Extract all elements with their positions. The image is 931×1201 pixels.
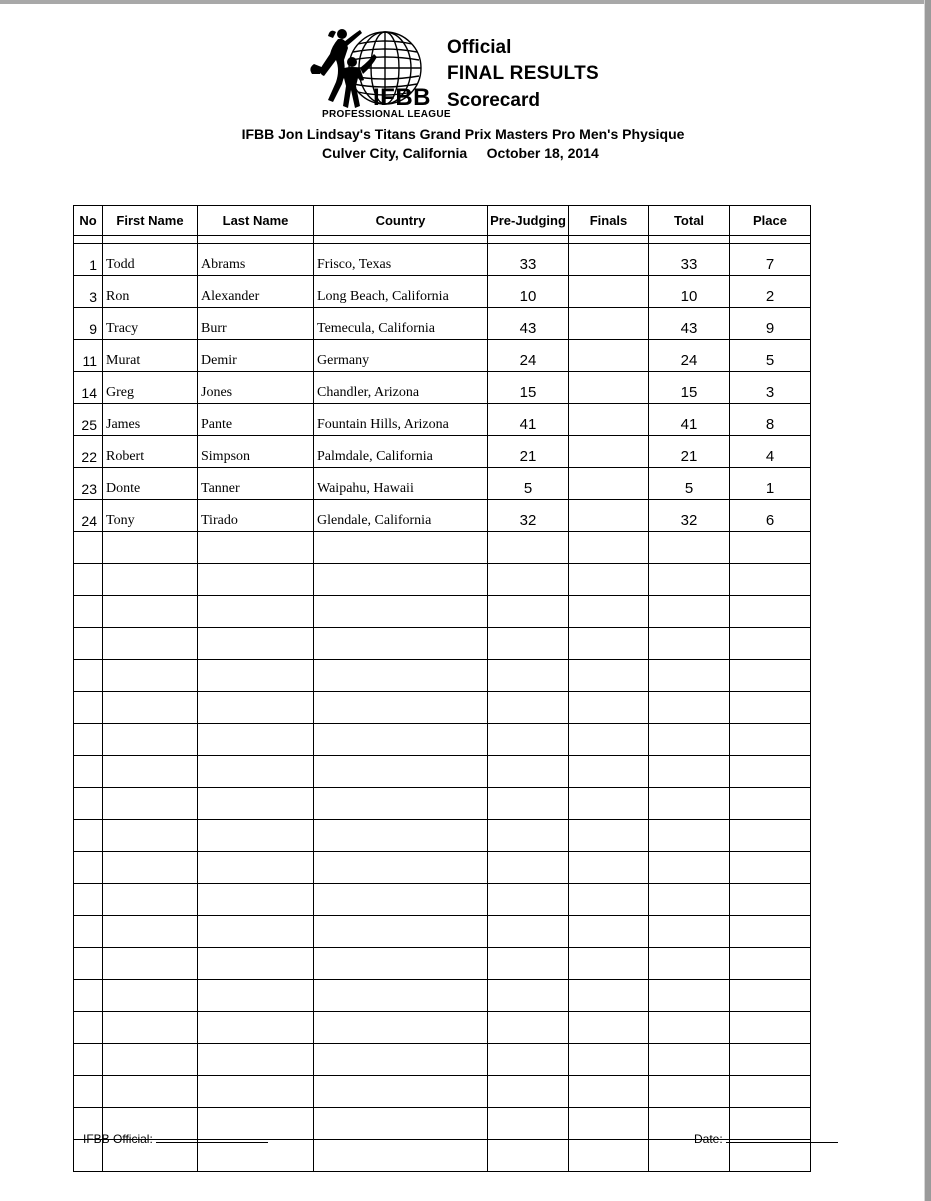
cell-total: 33 <box>649 244 730 276</box>
cell-pre-judging-empty <box>488 660 569 692</box>
cell-place-empty <box>730 596 811 628</box>
cell-pre-judging-empty <box>488 596 569 628</box>
cell-finals <box>569 308 649 340</box>
empty-table-row <box>74 660 811 692</box>
cell-country-empty <box>314 532 488 564</box>
empty-table-row <box>74 820 811 852</box>
footer-date <box>694 1131 838 1146</box>
cell-country: Temecula, California <box>314 308 488 340</box>
empty-table-row <box>74 724 811 756</box>
cell-finals <box>569 340 649 372</box>
date-label: Date: <box>694 1132 723 1146</box>
cell-finals-empty <box>569 692 649 724</box>
table-row <box>74 500 811 532</box>
cell-finals <box>569 276 649 308</box>
cell-place-empty <box>730 788 811 820</box>
empty-table-row <box>74 948 811 980</box>
cell-no: 14 <box>74 372 103 404</box>
cell-place: 3 <box>730 372 811 404</box>
cell-first-name-empty <box>103 980 198 1012</box>
cell-total-empty <box>649 820 730 852</box>
cell-country-empty <box>314 724 488 756</box>
cell-finals-empty <box>569 1076 649 1108</box>
footer-official <box>83 1131 268 1146</box>
cell-country: Germany <box>314 340 488 372</box>
cell-pre-judging-empty <box>488 788 569 820</box>
cell-last-name: Pante <box>198 404 314 436</box>
cell-no: 23 <box>74 468 103 500</box>
cell-pre-judging: 15 <box>488 372 569 404</box>
title-official: Official <box>447 37 512 58</box>
cell-no-empty <box>74 532 103 564</box>
cell-total-empty <box>649 660 730 692</box>
cell-country: Waipahu, Hawaii <box>314 468 488 500</box>
cell-place: 2 <box>730 276 811 308</box>
col-header-country: Country <box>314 206 488 236</box>
cell-pre-judging-empty <box>488 628 569 660</box>
cell-last-name-empty <box>198 1044 314 1076</box>
empty-table-row <box>74 564 811 596</box>
cell-no-empty <box>74 852 103 884</box>
cell-last-name-empty <box>198 692 314 724</box>
cell-no: 24 <box>74 500 103 532</box>
official-signature-line <box>156 1131 268 1143</box>
cell-country-empty <box>314 788 488 820</box>
col-header-no: No <box>74 206 103 236</box>
event-title: IFBB Jon Lindsay's Titans Grand Prix Masters Pro Men's Physique <box>241 126 685 142</box>
cell-place-empty <box>730 692 811 724</box>
cell-total: 24 <box>649 340 730 372</box>
col-header-last-name: Last Name <box>198 206 314 236</box>
cell-last-name-empty <box>198 884 314 916</box>
cell-pre-judging-empty <box>488 980 569 1012</box>
col-header-total: Total <box>649 206 730 236</box>
cell-no: 25 <box>74 404 103 436</box>
cell-last-name-empty <box>198 1076 314 1108</box>
cell-first-name-empty <box>103 820 198 852</box>
cell-country-empty <box>314 1108 488 1140</box>
cell-pre-judging: 32 <box>488 500 569 532</box>
col-header-first-name: First Name <box>103 206 198 236</box>
cell-pre-judging: 33 <box>488 244 569 276</box>
cell-place-empty <box>730 1044 811 1076</box>
cell-pre-judging: 21 <box>488 436 569 468</box>
table-row <box>74 308 811 340</box>
cell-finals <box>569 404 649 436</box>
cell-finals-empty <box>569 916 649 948</box>
cell-place-empty <box>730 884 811 916</box>
cell-country: Long Beach, California <box>314 276 488 308</box>
cell-first-name: Tracy <box>103 308 198 340</box>
cell-last-name-empty <box>198 788 314 820</box>
cell-country-empty <box>314 660 488 692</box>
cell-pre-judging-empty <box>488 948 569 980</box>
cell-last-name-empty <box>198 628 314 660</box>
cell-total-empty <box>649 916 730 948</box>
cell-pre-judging: 43 <box>488 308 569 340</box>
cell-first-name: Ron <box>103 276 198 308</box>
cell-place-empty <box>730 1076 811 1108</box>
cell-no-empty <box>74 1076 103 1108</box>
cell-no: 1 <box>74 244 103 276</box>
cell-finals-empty <box>569 948 649 980</box>
empty-table-row <box>74 852 811 884</box>
cell-finals-empty <box>569 564 649 596</box>
cell-country-empty <box>314 1076 488 1108</box>
cell-total-empty <box>649 1076 730 1108</box>
cell-last-name-empty <box>198 820 314 852</box>
cell-country-empty <box>314 916 488 948</box>
cell-place: 7 <box>730 244 811 276</box>
cell-last-name: Alexander <box>198 276 314 308</box>
cell-first-name: Tony <box>103 500 198 532</box>
cell-pre-judging-empty <box>488 852 569 884</box>
table-row <box>74 436 811 468</box>
cell-total: 32 <box>649 500 730 532</box>
cell-first-name-empty <box>103 756 198 788</box>
cell-place-empty <box>730 564 811 596</box>
cell-no-empty <box>74 916 103 948</box>
cell-first-name-empty <box>103 596 198 628</box>
cell-pre-judging-empty <box>488 724 569 756</box>
cell-first-name-empty <box>103 916 198 948</box>
table-row <box>74 340 811 372</box>
date-signature-line <box>726 1131 838 1143</box>
cell-place-empty <box>730 628 811 660</box>
cell-country-empty <box>314 1012 488 1044</box>
cell-total-empty <box>649 1012 730 1044</box>
cell-country-empty <box>314 692 488 724</box>
cell-country: Glendale, California <box>314 500 488 532</box>
cell-no-empty <box>74 948 103 980</box>
cell-country-empty <box>314 756 488 788</box>
table-row <box>74 404 811 436</box>
cell-total: 15 <box>649 372 730 404</box>
cell-first-name-empty <box>103 1012 198 1044</box>
cell-pre-judging-empty <box>488 1108 569 1140</box>
cell-total-empty <box>649 948 730 980</box>
cell-country: Fountain Hills, Arizona <box>314 404 488 436</box>
cell-last-name: Demir <box>198 340 314 372</box>
cell-first-name-empty <box>103 532 198 564</box>
cell-total-empty <box>649 756 730 788</box>
cell-finals-empty <box>569 788 649 820</box>
cell-last-name-empty <box>198 980 314 1012</box>
cell-total: 43 <box>649 308 730 340</box>
event-date: October 18, 2014 <box>486 145 599 161</box>
cell-last-name: Simpson <box>198 436 314 468</box>
cell-pre-judging-empty <box>488 756 569 788</box>
cell-first-name-empty <box>103 692 198 724</box>
cell-first-name-empty <box>103 660 198 692</box>
cell-total: 41 <box>649 404 730 436</box>
cell-total-empty <box>649 596 730 628</box>
cell-no-empty <box>74 628 103 660</box>
cell-total: 10 <box>649 276 730 308</box>
cell-total-empty <box>649 788 730 820</box>
cell-place: 4 <box>730 436 811 468</box>
cell-no: 22 <box>74 436 103 468</box>
cell-country-empty <box>314 596 488 628</box>
cell-last-name: Tirado <box>198 500 314 532</box>
cell-total-empty <box>649 724 730 756</box>
cell-place-empty <box>730 852 811 884</box>
cell-first-name-empty <box>103 628 198 660</box>
cell-no: 3 <box>74 276 103 308</box>
empty-table-row <box>74 980 811 1012</box>
cell-no-empty <box>74 980 103 1012</box>
cell-last-name-empty <box>198 564 314 596</box>
cell-country-empty <box>314 948 488 980</box>
empty-table-row <box>74 1076 811 1108</box>
cell-total-empty <box>649 692 730 724</box>
cell-place: 5 <box>730 340 811 372</box>
cell-place: 8 <box>730 404 811 436</box>
cell-place: 6 <box>730 500 811 532</box>
cell-finals-empty <box>569 1044 649 1076</box>
cell-country-empty <box>314 980 488 1012</box>
cell-first-name-empty <box>103 1044 198 1076</box>
empty-table-row <box>74 884 811 916</box>
col-header-pre-judging: Pre-Judging <box>488 206 569 236</box>
cell-last-name-empty <box>198 724 314 756</box>
cell-finals <box>569 436 649 468</box>
cell-pre-judging-empty <box>488 564 569 596</box>
col-header-place: Place <box>730 206 811 236</box>
cell-country-empty <box>314 1044 488 1076</box>
cell-first-name-empty <box>103 948 198 980</box>
cell-country-empty <box>314 564 488 596</box>
cell-last-name-empty <box>198 948 314 980</box>
cell-finals-empty <box>569 532 649 564</box>
empty-table-row <box>74 916 811 948</box>
cell-finals-empty <box>569 1108 649 1140</box>
table-row <box>74 276 811 308</box>
cell-no-empty <box>74 788 103 820</box>
empty-table-row <box>74 628 811 660</box>
empty-table-row <box>74 1012 811 1044</box>
cell-no: 11 <box>74 340 103 372</box>
cell-no-empty <box>74 564 103 596</box>
cell-finals-empty <box>569 756 649 788</box>
table-row <box>74 372 811 404</box>
cell-first-name-empty <box>103 788 198 820</box>
cell-place: 9 <box>730 308 811 340</box>
cell-no-empty <box>74 660 103 692</box>
cell-first-name-empty <box>103 852 198 884</box>
cell-first-name: Robert <box>103 436 198 468</box>
cell-country-empty <box>314 852 488 884</box>
cell-finals-empty <box>569 1140 649 1172</box>
professional-league-text: PROFESSIONAL LEAGUE <box>322 109 451 120</box>
event-location-date <box>322 144 599 162</box>
cell-last-name-empty <box>198 852 314 884</box>
table-header-row <box>74 206 811 236</box>
cell-first-name: Murat <box>103 340 198 372</box>
table-row <box>74 244 811 276</box>
cell-last-name: Jones <box>198 372 314 404</box>
col-header-finals: Finals <box>569 206 649 236</box>
cell-last-name-empty <box>198 916 314 948</box>
cell-country: Frisco, Texas <box>314 244 488 276</box>
page-top-edge <box>0 0 931 4</box>
cell-pre-judging-empty <box>488 1044 569 1076</box>
cell-finals <box>569 372 649 404</box>
empty-table-row <box>74 788 811 820</box>
header-spacer-row <box>74 236 811 244</box>
ifbb-logo-text: IFBB <box>373 84 431 111</box>
cell-pre-judging-empty <box>488 1076 569 1108</box>
cell-place: 1 <box>730 468 811 500</box>
empty-table-row <box>74 756 811 788</box>
cell-country: Chandler, Arizona <box>314 372 488 404</box>
cell-no: 9 <box>74 308 103 340</box>
cell-first-name: James <box>103 404 198 436</box>
cell-country-empty <box>314 1140 488 1172</box>
cell-last-name-empty <box>198 660 314 692</box>
title-final-results: FINAL RESULTS <box>447 63 600 84</box>
cell-place-empty <box>730 948 811 980</box>
cell-place-empty <box>730 756 811 788</box>
cell-pre-judging-empty <box>488 532 569 564</box>
cell-total-empty <box>649 852 730 884</box>
cell-pre-judging: 41 <box>488 404 569 436</box>
cell-total-empty <box>649 1044 730 1076</box>
cell-country-empty <box>314 820 488 852</box>
cell-last-name-empty <box>198 756 314 788</box>
cell-finals-empty <box>569 820 649 852</box>
cell-finals-empty <box>569 628 649 660</box>
cell-total: 21 <box>649 436 730 468</box>
cell-first-name: Donte <box>103 468 198 500</box>
cell-no-empty <box>74 884 103 916</box>
cell-pre-judging: 24 <box>488 340 569 372</box>
cell-finals-empty <box>569 596 649 628</box>
official-label: IFBB Official: <box>83 1132 153 1146</box>
cell-no-empty <box>74 724 103 756</box>
cell-pre-judging-empty <box>488 916 569 948</box>
empty-table-row <box>74 596 811 628</box>
cell-finals-empty <box>569 980 649 1012</box>
cell-finals-empty <box>569 884 649 916</box>
cell-total-empty <box>649 628 730 660</box>
cell-pre-judging: 10 <box>488 276 569 308</box>
cell-total-empty <box>649 884 730 916</box>
cell-finals-empty <box>569 660 649 692</box>
cell-finals-empty <box>569 724 649 756</box>
results-table <box>73 205 811 1172</box>
cell-country-empty <box>314 884 488 916</box>
cell-first-name-empty <box>103 564 198 596</box>
cell-place-empty <box>730 660 811 692</box>
cell-pre-judging: 5 <box>488 468 569 500</box>
cell-total: 5 <box>649 468 730 500</box>
event-location: Culver City, California <box>322 145 468 161</box>
cell-last-name: Abrams <box>198 244 314 276</box>
cell-no-empty <box>74 596 103 628</box>
cell-total-empty <box>649 532 730 564</box>
cell-no-empty <box>74 1044 103 1076</box>
cell-first-name-empty <box>103 884 198 916</box>
cell-place-empty <box>730 980 811 1012</box>
cell-last-name-empty <box>198 1012 314 1044</box>
cell-no-empty <box>74 1012 103 1044</box>
cell-first-name-empty <box>103 1076 198 1108</box>
table-row <box>74 468 811 500</box>
cell-no-empty <box>74 692 103 724</box>
title-scorecard: Scorecard <box>447 90 540 111</box>
cell-last-name-empty <box>198 532 314 564</box>
cell-finals <box>569 244 649 276</box>
cell-pre-judging-empty <box>488 820 569 852</box>
empty-table-row <box>74 692 811 724</box>
cell-pre-judging-empty <box>488 1012 569 1044</box>
cell-country-empty <box>314 628 488 660</box>
cell-last-name: Burr <box>198 308 314 340</box>
cell-pre-judging-empty <box>488 692 569 724</box>
cell-pre-judging-empty <box>488 1140 569 1172</box>
cell-place-empty <box>730 1012 811 1044</box>
cell-finals <box>569 468 649 500</box>
empty-table-row <box>74 532 811 564</box>
cell-pre-judging-empty <box>488 884 569 916</box>
cell-place-empty <box>730 916 811 948</box>
empty-table-row <box>74 1044 811 1076</box>
cell-last-name-empty <box>198 596 314 628</box>
cell-no-empty <box>74 756 103 788</box>
cell-finals-empty <box>569 852 649 884</box>
cell-first-name: Todd <box>103 244 198 276</box>
cell-last-name: Tanner <box>198 468 314 500</box>
cell-finals <box>569 500 649 532</box>
cell-country: Palmdale, California <box>314 436 488 468</box>
cell-place-empty <box>730 532 811 564</box>
cell-first-name: Greg <box>103 372 198 404</box>
cell-no-empty <box>74 820 103 852</box>
results-body <box>74 236 811 1172</box>
cell-place-empty <box>730 820 811 852</box>
cell-first-name-empty <box>103 724 198 756</box>
cell-place-empty <box>730 724 811 756</box>
cell-finals-empty <box>569 1012 649 1044</box>
cell-total-empty <box>649 980 730 1012</box>
page-right-edge <box>925 0 931 1201</box>
cell-total-empty <box>649 564 730 596</box>
